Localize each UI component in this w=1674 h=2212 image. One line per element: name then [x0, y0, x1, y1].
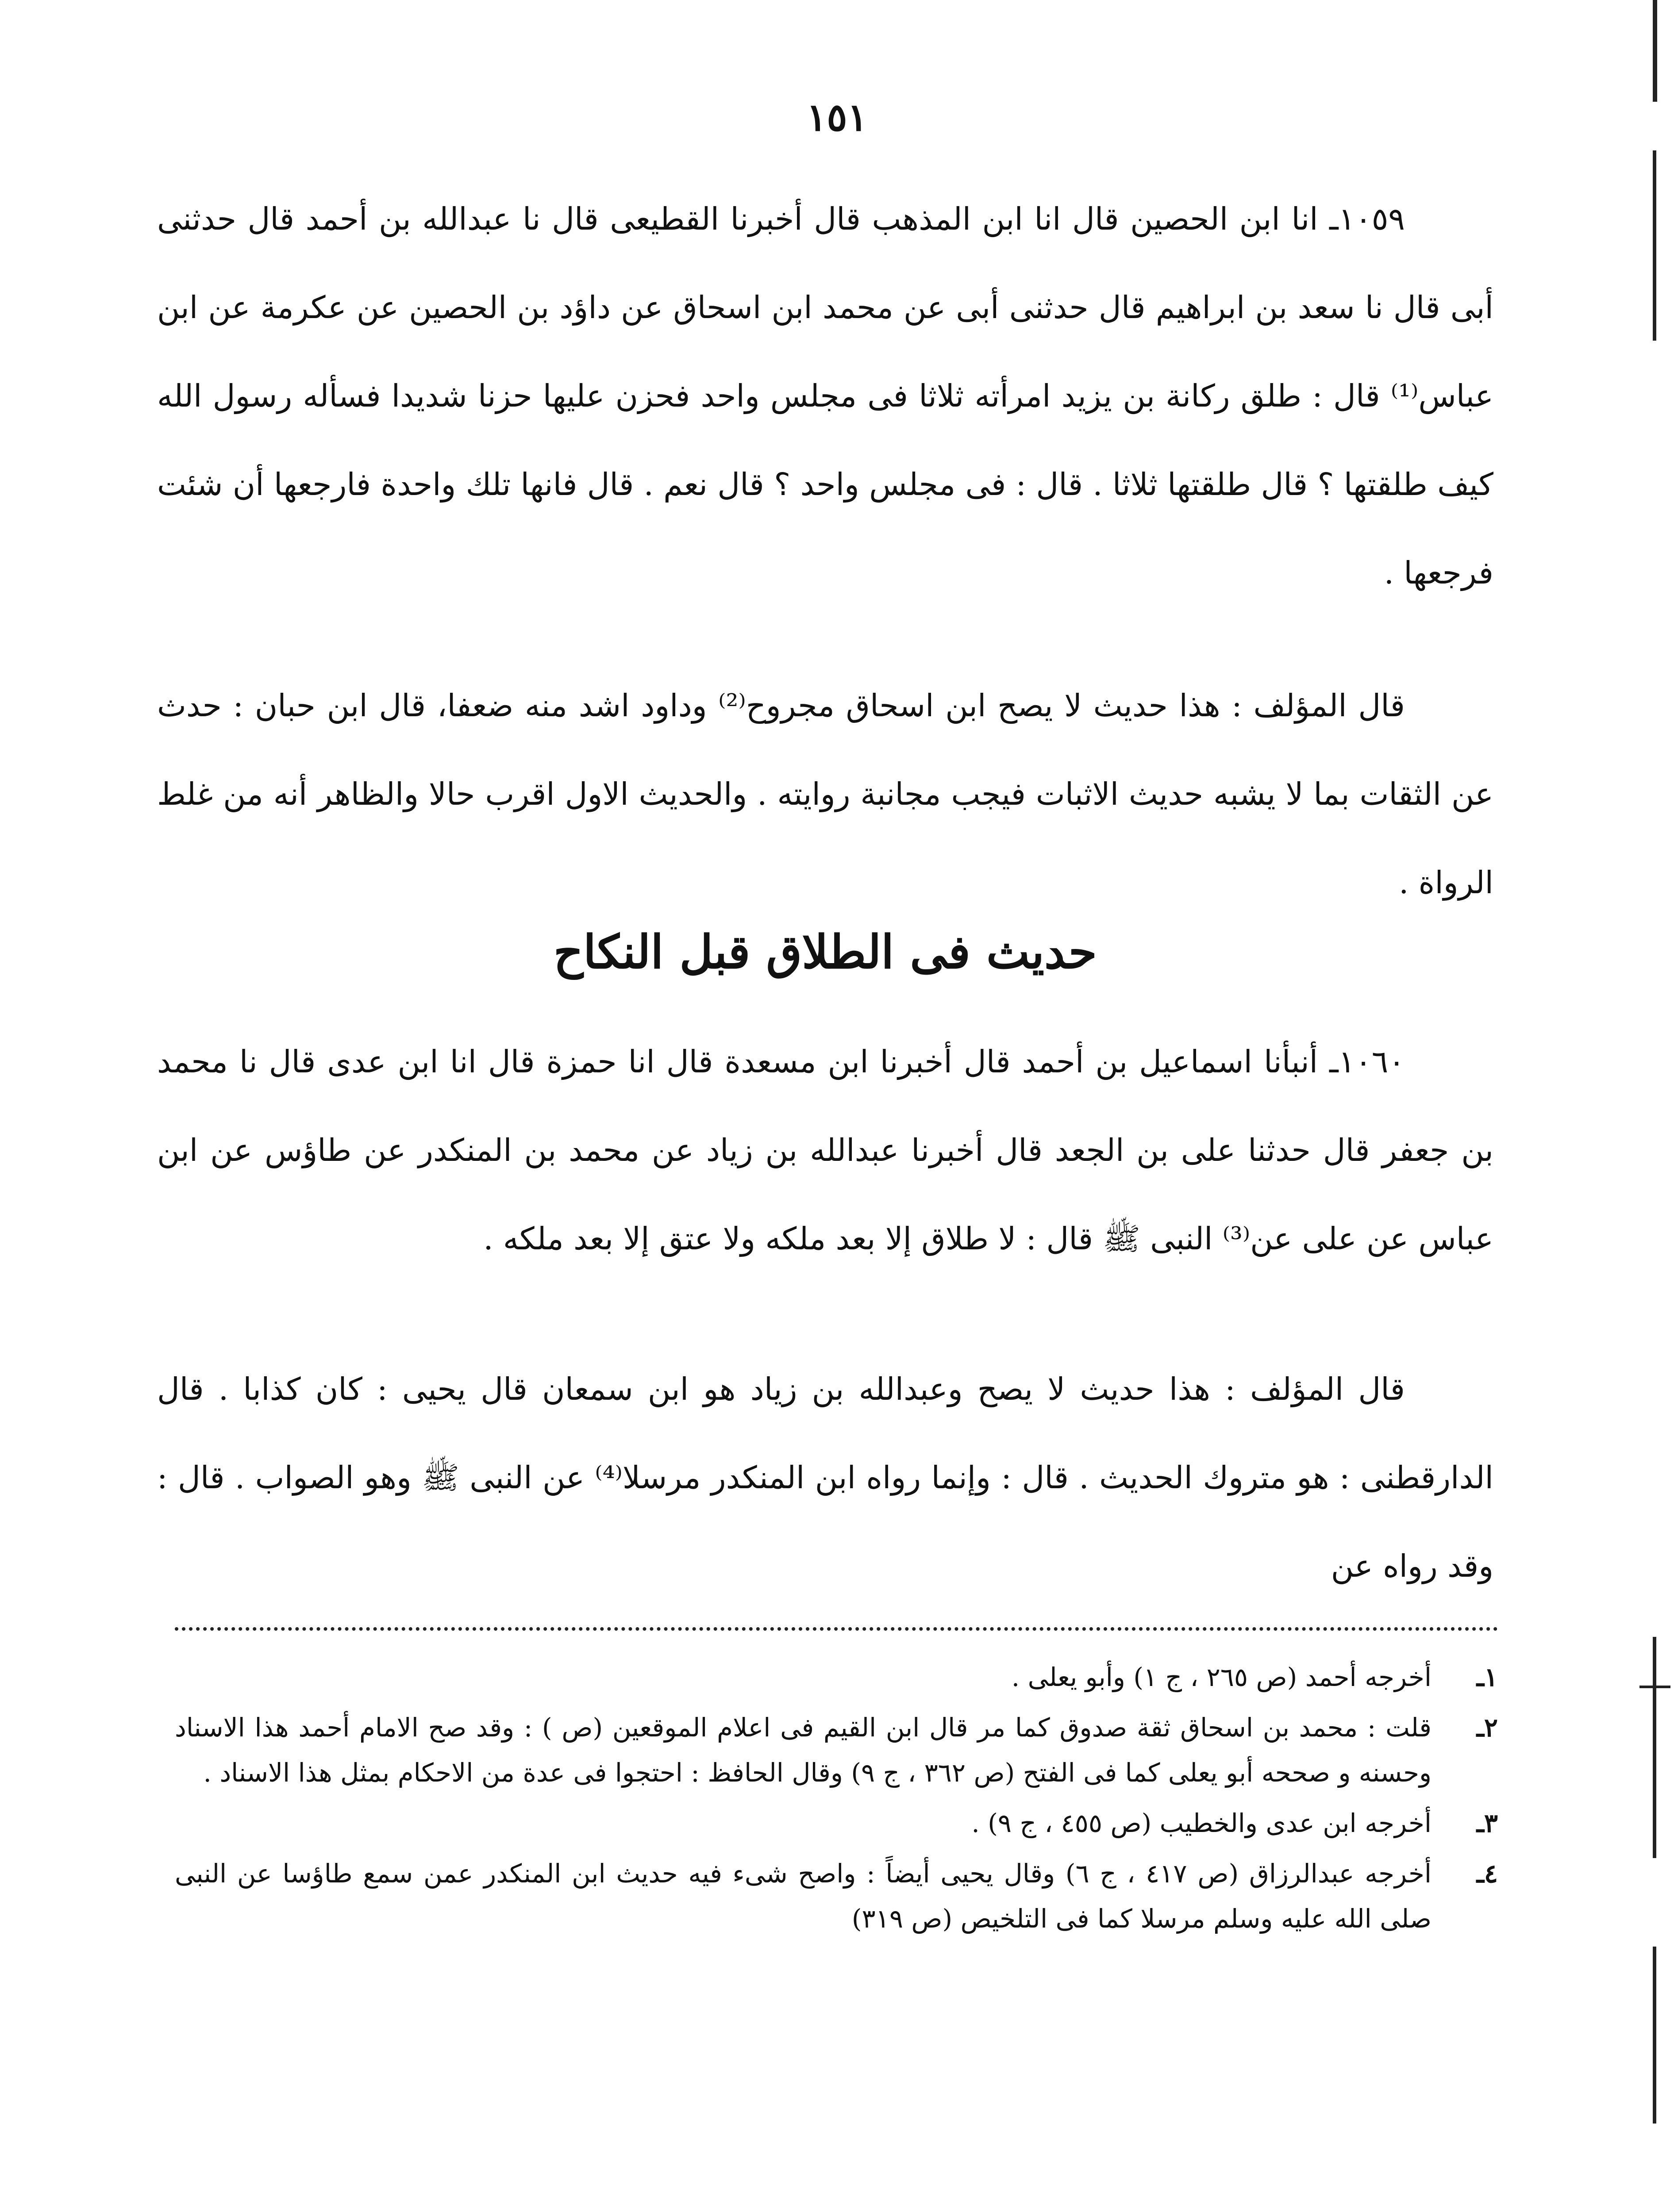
page-number: ١٥١ [806, 95, 868, 140]
author-comment-1 [157, 661, 1493, 927]
author-comment-2 [157, 1345, 1493, 1610]
scan-margin-mark [1639, 1686, 1670, 1688]
author-comment-1-paragraph: قال المؤلف : هذا حديث لا يصح ابن اسحاق مجروح⁽²⁾ وداود اشد منه ضعفا، قال ابن حبان : حدث عن الثقات بما لا يشبه حديث الاثبات فيجب مجانبة روايته . والحديث الاول اقرب حالا والظاهر أنه من غلط الرواة . [157, 687, 1493, 901]
hadith-1059-paragraph: ١٠٥٩ـ انا ابن الحصين قال انا ابن المذهب قال أخبرنا القطيعى قال نا عبدالله بن أحمد قال حدثنى أبى قال نا سعد بن ابراهيم قال حدثنى أبى عن محمد ابن اسحاق عن داؤد بن الحصين عن عكرمة عن ابن عباس⁽¹⁾ قال : طلق ركانة بن يزيد امرأته ثلاثا فى مجلس واحد فحزن عليها حزنا شديدا فسأله رسول الله كيف طلقتها ؟ قال طلقتها ثلاثا . قال : فى مجلس واحد ؟ قال نعم . قال فانها تلك واحدة فارجعها أن شئت فرجعها . [157, 201, 1493, 591]
hadith-1060-block [157, 1018, 1493, 1283]
hadith-1059-block [157, 175, 1493, 617]
footnote-number: ٣ـ [1476, 1808, 1498, 1838]
footnote-text: قلت : محمد بن اسحاق ثقة صدوق كما مر قال ابن القيم فى اعلام الموقعين (ص ) : وقد صح الامام أحمد هذا الاسناد وحسنه و صححه أبو يعلى كما فى الفتح (ص ٣٦٢ ، ج ٩) وقال الحافظ : احتجوا فى عدة من الاحكام بمثل هذا الاسناد . [175, 1713, 1432, 1788]
scan-margin-mark [1653, 1637, 1656, 1858]
footnote-3 [175, 1801, 1498, 1846]
footnote-4 [175, 1851, 1498, 1941]
footnotes-section [175, 1655, 1498, 1941]
author-comment-2-paragraph: قال المؤلف : هذا حديث لا يصح وعبدالله بن زياد هو ابن سمعان قال يحيى : كان كذابا . قال الدارقطنى : هو متروك الحديث . قال : وإنما رواه ابن المنكدر مرسلا⁽⁴⁾ عن النبى ﷺ وهو الصواب . قال : وقد رواه عن [157, 1371, 1493, 1584]
footnote-separator [175, 1627, 1498, 1631]
footnote-1 [175, 1655, 1498, 1700]
footnote-number: ١ـ [1476, 1662, 1498, 1692]
footnote-number: ٤ـ [1476, 1859, 1498, 1889]
scan-margin-mark [1653, 150, 1656, 341]
footnote-text: أخرجه عبدالرزاق (ص ٤١٧ ، ج ٦) وقال يحيى أيضاً : واصح شىء فيه حديث ابن المنكدر عمن سمع طاؤسا عن النبى صلى الله عليه وسلم مرسلا كما فى التلخيص (ص ٣١٩) [175, 1859, 1432, 1934]
scan-margin-mark [1653, 1947, 1656, 2124]
scan-margin-mark [1653, 0, 1657, 102]
footnote-text: أخرجه ابن عدى والخطيب (ص ٤٥٥ ، ج ٩) . [971, 1808, 1432, 1838]
footnote-number: ٢ـ [1476, 1713, 1498, 1743]
section-heading: حديث فى الطلاق قبل النكاح [554, 925, 1097, 979]
footnote-text: أخرجه أحمد (ص ٢٦٥ ، ج ١) وأبو يعلى . [1011, 1662, 1432, 1692]
hadith-1060-paragraph: ١٠٦٠ـ أنبأنا اسماعيل بن أحمد قال أخبرنا ابن مسعدة قال انا حمزة قال انا ابن عدى قال نا محمد بن جعفر قال حدثنا على بن الجعد قال أخبرنا عبدالله بن زياد عن محمد بن المنكدر عن طاؤس عن ابن عباس عن على عن⁽³⁾ النبى ﷺ قال : لا طلاق إلا بعد ملكه ولا عتق إلا بعد ملكه . [157, 1044, 1493, 1257]
footnote-2 [175, 1705, 1498, 1795]
